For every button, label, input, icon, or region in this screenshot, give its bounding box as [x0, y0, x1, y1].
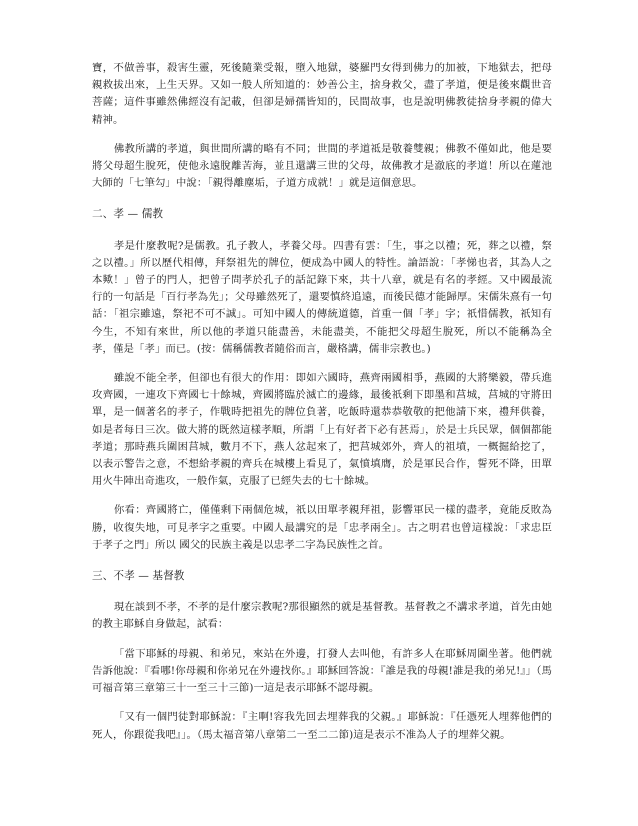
paragraph-buddhist-filial-piety: 佛教所講的孝道，與世間所講的略有不同；世間的孝道祗是敬養雙親；佛教不僅如此，他是要將父母超生脫死，使他永遠脫離苦海，並且還講三世的父母，故佛教才是澈底的孝道！所以在蓮池大師的「七筆勾」中說：「親得離塵垢，子道方成就！」就是這個意思。 [92, 142, 552, 190]
paragraph-tian-dan-story: 雖說不能全孝，但卻也有很大的作用：即如六國時，燕齊兩國相爭，燕國的大將樂毅，帶兵進攻齊國，一連攻下齊國七十餘城，齊國將臨於滅亡的邊緣，最後祇剩下即墨和莒城，莒城的守將田單，是一個著名的孝子，作戰時把祖先的牌位負著，吃飯時還恭恭敬敬的把他請下來，禮拜供養，如是者每日三次。做大將的既然這樣孝順，所謂「上有好者下必有甚焉」，於是士兵民眾，個個都能孝道；那時燕兵圍困莒城，數月不下，燕人忿起來了，把莒城郊外，齊人的祖墳，一概掘給挖了，以表示警告之意，不想給孝親的齊兵在城樓上看見了，氣憤填膺，於是軍民合作，誓死不降，田單用火牛陣出奇進攻，一般作氣，克服了已經失去的七十餘城。 [92, 372, 552, 488]
document-page [92, 60, 552, 756]
paragraph-loyalty-and-filial: 你看：齊國將亡，僅僅剩下兩個危城，祇以田單孝親拜祖，影響軍民一樣的盡孝，竟能反敗為勝，收復失地，可見孝字之重要。中國人最講究的是「忠孝兩全」。古之明君也曾這樣說：「求忠臣于孝子之門」所以 國父的民族主義是以忠孝二字為民族性之首。 [92, 504, 552, 551]
quote-matthew-8: 「又有一個門徒對耶穌說：『主啊!容我先回去埋葬我的父親。』耶穌說：『任憑死人埋葬他們的死人，你跟從我吧』」。（馬太福音第八章第二一至二二節)這是表示不准為人子的埋葬父親。 [92, 711, 552, 741]
section-heading-confucianism: 二、孝 — 儒教 [92, 208, 164, 221]
paragraph-buddhist-filial-stories: 寶，不做善事，殺害生靈，死後隨業受報，墮入地獄，婆羅門女得到佛力的加被，下地獄去，把母親救拔出來，上生天界。又如一般人所知道的：妙善公主，捨身救父，盡了孝道，便是後來觀世音菩薩；這件事雖然佛經沒有記載，但卻是婦孺皆知的，民間故事，也是說明佛教徒捨身孝親的偉大精神。 [92, 62, 552, 126]
quote-mark-3: 「當下耶穌的母親、和弟兄，來站在外邊，打發人去叫他，有許多人在耶穌周圍坐著。他們就告訴他說：『看哪!你母親和你弟兄在外邊找你。』耶穌回答說：『誰是我的母親!誰是我的弟兄!』」（馬可福音第三章第三十一至三十三節)一這是表示耶穌不認母親。 [92, 647, 552, 695]
paragraph-confucian-filial-piety: 孝是什麼教呢?是儒教。孔子教人，孝養父母。四書有雲：「生，事之以禮；死，葬之以禮，祭之以禮。」所以歷代相傳，拜祭祖先的牌位，便成為中國人的特性。論語說：「孝悌也者，其為人之本歟！」曾子的門人，把曾子問孝於孔子的話記錄下來，共十八章，就是有名的孝經。又中國最流行的一句話是「百行孝為先」；父母雖然死了，還要慎終追遠，而後民德才能歸厚。宋儒朱熹有一句話：「祖宗雖遠，祭祀不可不誠」。可知中國人的傳統道德，首重一個「孝」字；祇惜儒教，祇知有今生，不知有來世，所以他的孝道只能盡善，未能盡美，不能把父母超生脫死，所以不能稱為全孝，僅是「孝」而已。(按：儒稱儒教者隨俗而言，嚴格講，儒非宗教也。) [92, 239, 552, 355]
paragraph-christian-unfilial: 現在談到不孝，不孝的是什麼宗教呢?那很顯然的就是基督教。基督教之不講求孝道，首先由她的教主耶穌自身做起，試看： [92, 601, 552, 631]
section-heading-christianity: 三、不孝 — 基督教 [92, 570, 185, 583]
